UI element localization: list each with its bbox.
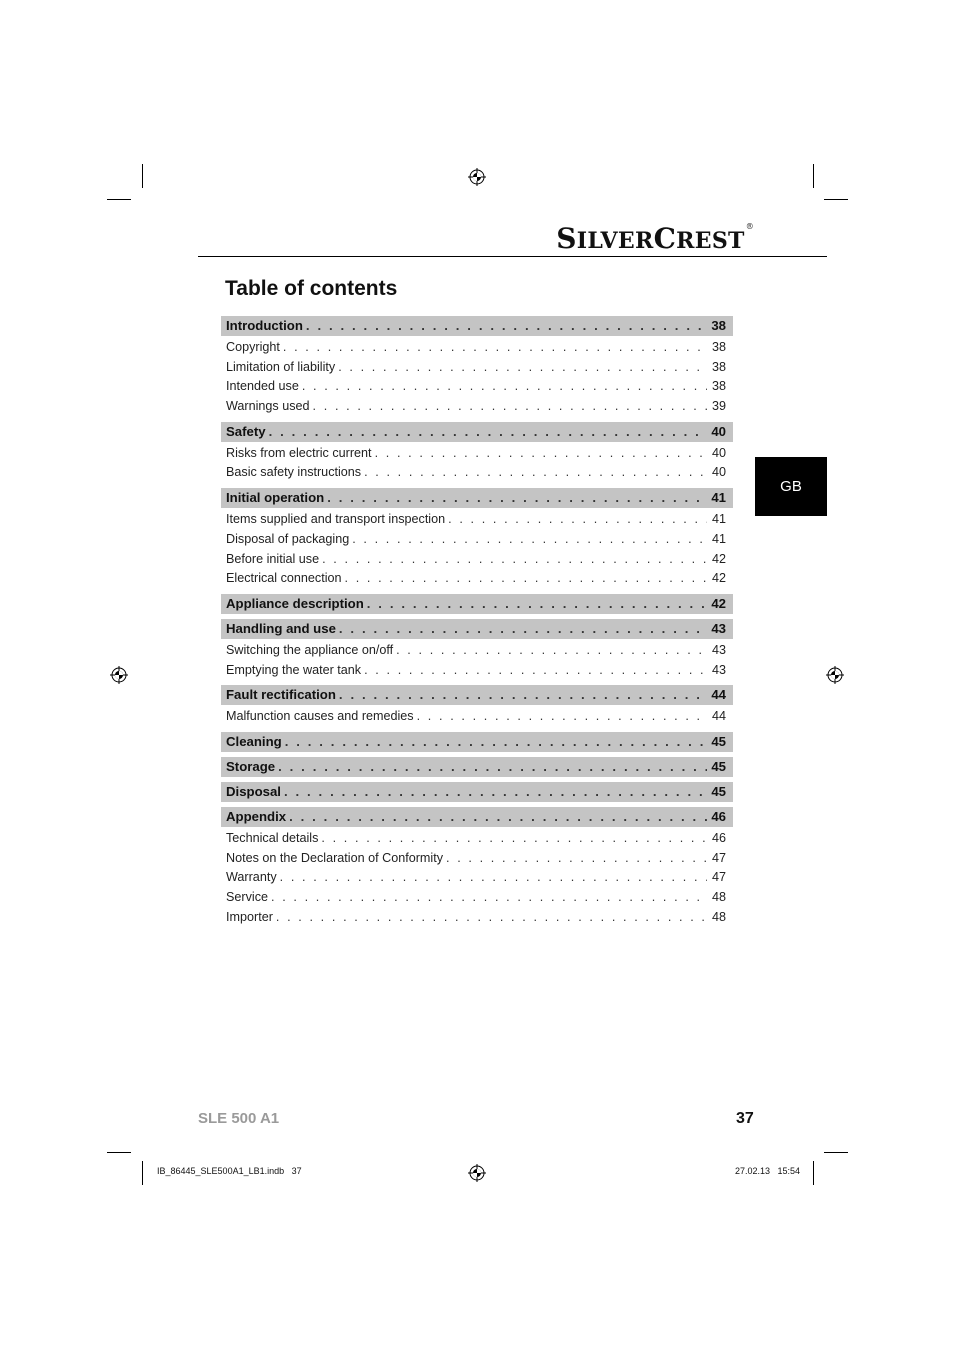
toc-entry-row <box>221 641 733 661</box>
toc-label: Storage <box>226 758 276 774</box>
toc-leader-dots <box>306 316 707 336</box>
model-name: SLE 500 A1 <box>198 1110 280 1127</box>
toc-section-row <box>221 422 733 442</box>
toc-leader-dots <box>396 641 707 661</box>
toc-entry-row <box>221 530 733 550</box>
toc-section-row <box>221 619 733 639</box>
print-slug-date: 27.02.13 15:54 <box>735 1166 801 1176</box>
toc-page: 40 <box>711 423 726 439</box>
toc-leader-dots <box>338 358 707 378</box>
toc-label: Malfunction causes and remedies <box>226 709 414 724</box>
toc-page: 38 <box>711 318 726 333</box>
toc-leader-dots <box>448 510 707 530</box>
toc-page: 40 <box>711 445 726 460</box>
toc-leader-dots <box>302 377 707 397</box>
toc-page: 41 <box>711 490 726 506</box>
toc-page: 43 <box>711 642 726 657</box>
toc-page: 48 <box>711 890 726 904</box>
toc-entry-row <box>221 463 733 483</box>
toc-page: 38 <box>711 359 726 374</box>
toc-leader-dots <box>271 888 707 908</box>
toc-entry-row <box>221 338 733 358</box>
toc-page: 42 <box>711 571 726 586</box>
toc-label: Switching the appliance on/off <box>226 642 394 657</box>
toc-section-row <box>221 732 733 752</box>
toc-leader-dots <box>364 661 707 681</box>
toc-section-row <box>221 807 733 827</box>
toc-leader-dots <box>339 619 707 639</box>
toc-entry-row <box>221 550 733 570</box>
toc-page: 48 <box>711 909 726 924</box>
toc-label: Warnings used <box>226 399 310 414</box>
crop-mark <box>142 1161 143 1185</box>
print-slug-file: IB_86445_SLE500A1_LB1.indb 37 <box>157 1166 302 1176</box>
toc-label: Safety <box>226 423 266 439</box>
toc-page: 44 <box>711 709 726 724</box>
toc-label: Notes on the Declaration of Conformity <box>226 850 443 865</box>
toc-page: 45 <box>711 783 726 799</box>
toc-section-row <box>221 316 733 336</box>
toc-entry-row <box>221 510 733 530</box>
toc-label: Initial operation <box>226 490 325 506</box>
toc-section-row <box>221 488 733 508</box>
toc-page: 47 <box>711 870 726 885</box>
toc-page: 45 <box>711 758 726 774</box>
toc-label: Risks from electric current <box>226 445 372 460</box>
toc-label: Fault rectification <box>226 687 336 703</box>
crop-mark <box>813 164 814 188</box>
toc-leader-dots <box>278 757 707 777</box>
language-tab: GB <box>755 457 827 516</box>
toc-entry-row <box>221 661 733 681</box>
toc-entry-row <box>221 358 733 378</box>
toc-label: Warranty <box>226 870 277 885</box>
toc-leader-dots <box>280 868 707 888</box>
toc-section-row <box>221 757 733 777</box>
toc-page: 42 <box>711 595 726 611</box>
page-title: Table of contents <box>225 277 398 300</box>
toc-page: 45 <box>711 733 726 749</box>
crop-mark <box>142 164 143 188</box>
toc-section-row <box>221 782 733 802</box>
toc-label: Before initial use <box>226 551 320 566</box>
toc-entry-row <box>221 569 733 589</box>
toc-label: Electrical connection <box>226 571 342 586</box>
toc-leader-dots <box>285 732 707 752</box>
crop-mark <box>824 199 848 200</box>
toc-page: 41 <box>711 512 726 527</box>
page-number: 37 <box>736 1110 754 1127</box>
toc-page: 46 <box>711 808 726 824</box>
toc-label: Disposal of packaging <box>226 531 350 546</box>
crop-mark <box>824 1152 848 1153</box>
toc-label: Introduction <box>226 318 303 333</box>
toc-entry-row <box>221 829 733 849</box>
toc-entry-row <box>221 397 733 417</box>
toc-page: 46 <box>711 830 726 845</box>
toc-leader-dots <box>339 685 707 705</box>
toc-label: Items supplied and transport inspection <box>226 512 446 527</box>
toc-leader-dots <box>352 530 707 550</box>
toc-leader-dots <box>283 338 707 358</box>
toc-leader-dots <box>276 908 707 928</box>
toc-label: Handling and use <box>226 620 336 636</box>
crop-mark <box>107 199 131 200</box>
toc-entry-row <box>221 908 733 928</box>
toc-label: Emptying the water tank <box>226 662 362 677</box>
toc-leader-dots <box>364 463 707 483</box>
toc-label: Copyright <box>226 340 280 354</box>
toc-page: 43 <box>711 662 726 677</box>
toc-section-row <box>221 685 733 705</box>
toc-entry-row <box>221 849 733 869</box>
crop-mark <box>813 1161 814 1185</box>
toc-page: 47 <box>711 850 726 865</box>
toc-entry-row <box>221 888 733 908</box>
toc-label: Limitation of liability <box>226 359 336 374</box>
toc-page: 40 <box>711 465 726 480</box>
toc-leader-dots <box>284 782 707 802</box>
toc-label: Basic safety instructions <box>226 465 362 480</box>
toc-label: Intended use <box>226 379 299 394</box>
toc-label: Service <box>226 890 268 904</box>
toc-label: Technical details <box>226 830 319 845</box>
toc-page: 44 <box>711 687 726 703</box>
toc-section-row <box>221 594 733 614</box>
toc-leader-dots <box>321 829 707 849</box>
toc-leader-dots <box>375 444 707 464</box>
toc-entry-row <box>221 868 733 888</box>
registration-mark-icon <box>110 666 128 684</box>
toc-entry-row <box>221 377 733 397</box>
toc-leader-dots <box>367 594 707 614</box>
toc-leader-dots <box>446 849 707 869</box>
toc-page: 43 <box>711 620 726 636</box>
header-rule <box>198 256 827 257</box>
toc-page: 42 <box>711 551 726 566</box>
toc-label: Appliance description <box>226 595 364 611</box>
toc-entry-row <box>221 444 733 464</box>
toc-label: Appendix <box>226 808 287 824</box>
registration-mark-icon <box>468 1164 486 1182</box>
toc-leader-dots <box>327 488 707 508</box>
toc-page: 38 <box>711 340 726 354</box>
toc-leader-dots <box>417 707 707 727</box>
toc-leader-dots <box>313 397 707 417</box>
toc-leader-dots <box>289 807 707 827</box>
registration-mark-icon <box>468 168 486 186</box>
toc-label: Disposal <box>226 783 281 799</box>
toc-page: 41 <box>711 531 726 546</box>
toc-label: Importer <box>226 909 273 924</box>
toc-page: 39 <box>711 399 726 414</box>
toc-label: Cleaning <box>226 733 282 749</box>
toc-entry-row <box>221 707 733 727</box>
toc-page: 38 <box>711 379 726 394</box>
crop-mark <box>107 1152 131 1153</box>
brand-logo: SILVERCREST® <box>556 222 754 255</box>
table-of-contents <box>221 316 733 927</box>
registration-mark-icon <box>826 666 844 684</box>
toc-leader-dots <box>345 569 707 589</box>
toc-leader-dots <box>322 550 707 570</box>
toc-leader-dots <box>269 422 707 442</box>
